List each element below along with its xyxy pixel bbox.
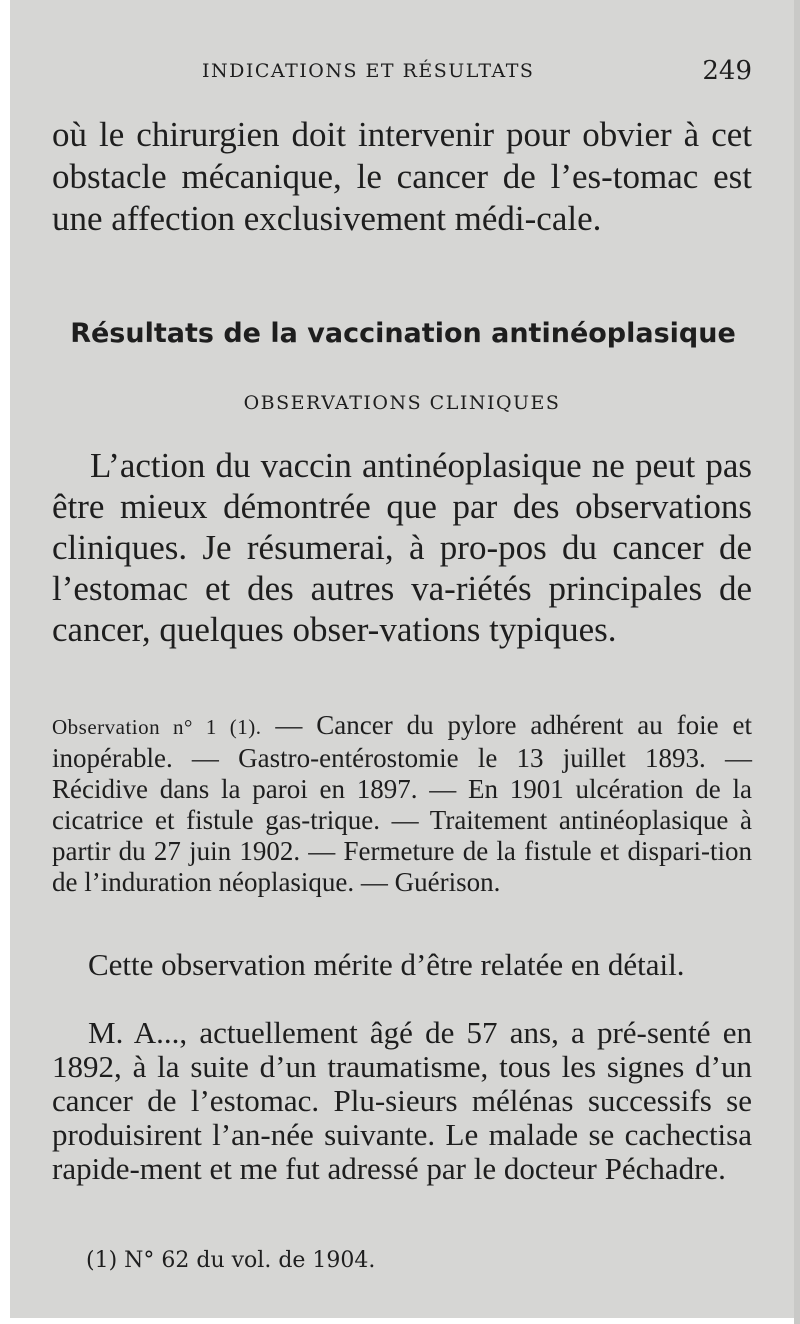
observation-summary — [52, 710, 752, 898]
paragraph-intro: où le chirurgien doit intervenir pour obvier à cet obstacle mécanique, le cancer de l’es-tomac est une affection exclusivement médi-cale. — [52, 115, 752, 238]
observation-label: Observation n° 1 (1). — [52, 715, 262, 739]
book-page — [10, 0, 794, 1318]
footnote: (1) N° 62 du vol. de 1904. — [86, 1248, 376, 1273]
running-head: INDICATIONS ET RÉSULTATS — [202, 60, 535, 82]
section-heading: Résultats de la vaccination antinéoplasique — [70, 318, 736, 349]
observation-text: — Cancer du pylore adhérent au foie et inopérable. — Gastro-entérostomie le 13 juillet 1893. — Récidive dans la paroi en 1897. — En 1901 ulcération de la cicatrice et fistule gas-trique. — Traitement antinéoplasique à partir du 27 juin 1902. — Fermeture de la fistule et dispari-tion de l’induration néoplasique. — Guérison. — [52, 710, 752, 897]
page-edge — [794, 0, 800, 1324]
paragraph-case-history: M. A..., actuellement âgé de 57 ans, a pré-senté en 1892, à la suite d’un traumatisme, tous les signes d’un cancer de l’estomac. Plu-sieurs mélénas successifs se produisirent l’an-née suivante. Le malade se cachectisa rapide-ment et me fut adressé par le docteur Péchadre. — [52, 1015, 752, 1186]
paragraph-detail-intro: Cette observation mérite d’être relatée en détail. — [88, 947, 685, 982]
page-header — [10, 56, 794, 88]
paragraph-observations-intro: L’action du vaccin antinéoplasique ne peut pas être mieux démontrée que par des observations cliniques. Je résumerai, à pro-pos du cancer de l’estomac et des autres va-riétés principales de cancer, quelques obser-vations typiques. — [52, 446, 752, 649]
page-number: 249 — [702, 56, 752, 86]
section-subheading: OBSERVATIONS CLINIQUES — [243, 392, 561, 414]
